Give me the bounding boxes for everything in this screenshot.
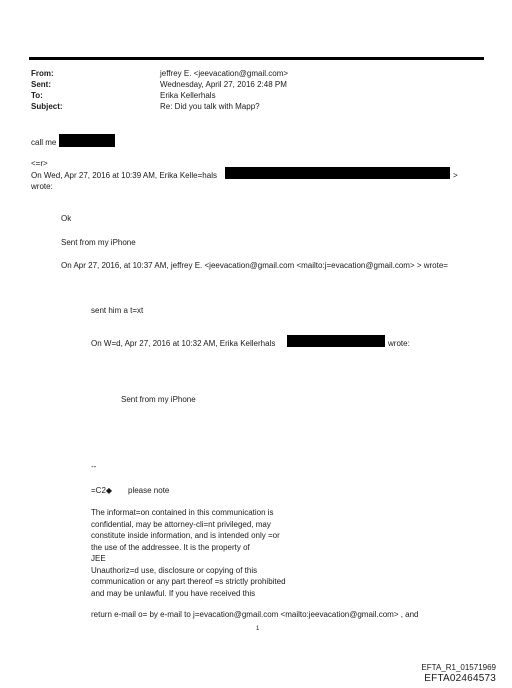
cr-text: <=r> bbox=[31, 159, 48, 168]
sent-him-text: sent him a t=xt bbox=[91, 306, 144, 315]
notice-line: Unauthoriz=d use, disclosure or copying of this bbox=[91, 565, 258, 575]
c2-code: =C2◆ bbox=[91, 486, 113, 495]
page-number: 1 bbox=[256, 626, 260, 632]
redaction-box bbox=[287, 335, 385, 347]
subject-label: Subject: bbox=[31, 102, 63, 111]
nested-quote-header: On W=d, Apr 27, 2016 at 10:32 AM, Erika Kellerhals bbox=[91, 339, 276, 348]
from-label: From: bbox=[31, 69, 54, 78]
gt-char: > bbox=[453, 171, 458, 180]
notice-line: the use of the addressee. It is the property of bbox=[91, 542, 250, 552]
sent-from-iphone-text: Sent from my iPhone bbox=[121, 395, 196, 404]
notice-line: and may be unlawful. If you have received this bbox=[91, 588, 256, 598]
call-me-text: call me bbox=[31, 138, 57, 147]
bates-id-1: EFTA_R1_01571969 bbox=[421, 663, 496, 672]
from-value: jeffrey E. <jeevacation@gmail.com> bbox=[160, 69, 289, 78]
quote-header-line: On Wed, Apr 27, 2016 at 10:39 AM, Erika Kelle=hals bbox=[31, 171, 217, 180]
subject-value: Re: Did you talk with Mapp? bbox=[160, 102, 260, 111]
notice-line: constitute inside information, and is intended only =or bbox=[91, 531, 280, 540]
return-email-line: return e-mail o= by e-mail to j=evacation@gmail.com <mailto:jeevacation@gmail.com> , and bbox=[91, 610, 419, 619]
wrote-text: wrote: bbox=[388, 339, 410, 348]
header-rule bbox=[29, 57, 484, 60]
notice-line: communication or any part thereof =s strictly prohibited bbox=[91, 577, 286, 586]
signature-dashes: -- bbox=[91, 462, 97, 471]
redaction-box bbox=[59, 134, 115, 147]
notice-line: confidential, may be attorney-cli=nt privileged, may bbox=[91, 519, 271, 529]
wrote-text: wrote: bbox=[31, 182, 53, 191]
confidentiality-notice bbox=[91, 507, 286, 599]
bates-id-2: EFTA02464573 bbox=[424, 673, 496, 684]
sent-from-iphone-text: Sent from my iPhone bbox=[61, 238, 136, 247]
redaction-box bbox=[225, 167, 450, 179]
ok-text: Ok bbox=[61, 214, 72, 223]
sent-label: Sent: bbox=[31, 80, 51, 89]
notice-line: JEE bbox=[91, 554, 106, 563]
reply-header-line: On Apr 27, 2016, at 10:37 AM, jeffrey E. <jeevacation@gmail.com <mailto:j=evacation@gmail.com> > wrote= bbox=[61, 261, 448, 270]
sent-value: Wednesday, April 27, 2016 2:48 PM bbox=[160, 80, 287, 89]
please-note-text: please note bbox=[128, 486, 170, 495]
to-value: Erika Kellerhals bbox=[160, 91, 216, 100]
to-label: To: bbox=[31, 91, 43, 100]
notice-line: The informat=on contained in this communication is bbox=[91, 508, 274, 517]
